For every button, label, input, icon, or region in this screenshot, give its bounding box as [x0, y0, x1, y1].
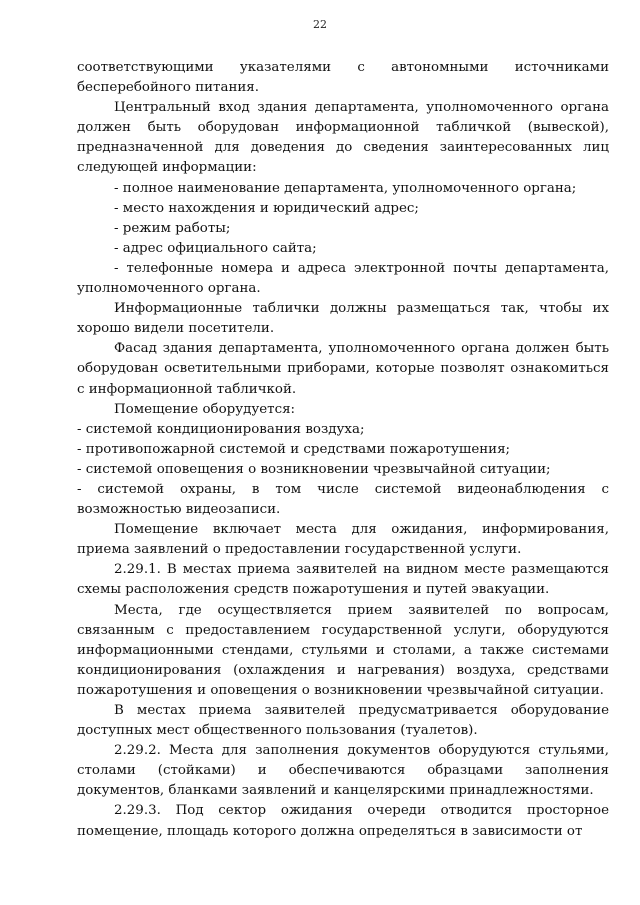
paragraph-premises-equipped: Помещение оборудуется:: [114, 401, 296, 417]
list-item-phones-emails: - телефонные номера и адреса электронной почты департамента, уполномоченного органа.: [77, 260, 609, 297]
paragraph-2-29-2: 2.29.2. Места для заполнения документов оборудуются стульями, столами (стойками) и обеспечиваются образцами заполнения документов, бланками заявлений и канцелярскими принадлежностями.: [77, 743, 609, 799]
paragraph-sign-placement: Информационные таблички должны размещаться так, чтобы их хорошо видели посетители.: [77, 301, 609, 337]
paragraph-restrooms: В местах приема заявителей предусматривается оборудование доступных мест общественного пользования (туалетов).: [77, 703, 609, 739]
list-item-full-name: - полное наименование департамента, уполномоченного органа;: [114, 180, 577, 196]
paragraph-continuation: соответствующими указателями с автономными источниками бесперебойного питания.: [77, 60, 609, 96]
paragraph-2-29-3: 2.29.3. Под сектор ожидания очереди отводится просторное помещение, площадь которого должна определяться в зависимости от: [77, 803, 609, 839]
paragraph-entrance-sign: Центральный вход здания департамента, уполномоченного органа должен быть оборудован информационной табличкой (вывеской), предназначенной для доведения до сведения заинтересованных лиц следующей информации:: [77, 100, 609, 176]
list-item-fire-safety: - противопожарной системой и средствами пожаротушения;: [77, 441, 511, 457]
list-item-security-system: - системой охраны, в том числе системой видеонаблюдения с возможностью видеозаписи.: [77, 481, 609, 518]
paragraph-waiting-areas: Помещение включает места для ожидания, информирования, приема заявлений о предоставлении государственной услуги.: [77, 522, 609, 558]
paragraph-2-29-1: 2.29.1. В местах приема заявителей на видном месте размещаются схемы расположения средств пожаротушения и путей эвакуации.: [77, 562, 609, 598]
document-body: [77, 58, 609, 842]
paragraph-facade-lighting: Фасад здания департамента, уполномоченного органа должен быть оборудован осветительными приборами, которые позволят ознакомиться с информационной табличкой.: [77, 341, 609, 397]
list-item-website: - адрес официального сайта;: [114, 240, 317, 256]
list-item-work-hours: - режим работы;: [114, 220, 231, 236]
paragraph-reception-places: Места, где осуществляется прием заявителей по вопросам, связанным с предоставлением государственной услуги, оборудуются информационными стендами, стульями и столами, а также системами кондиционирования (охлаждения и нагревания) воздуха, средствами пожаротушения и оповещения о возникновении чрезвычайной ситуации.: [77, 602, 609, 698]
list-item-air-conditioning: - системой кондиционирования воздуха;: [77, 421, 365, 437]
list-item-emergency-alert: - системой оповещения о возникновении чрезвычайной ситуации;: [77, 461, 551, 477]
page-number: 22: [313, 18, 327, 31]
list-item-location: - место нахождения и юридический адрес;: [114, 200, 419, 216]
